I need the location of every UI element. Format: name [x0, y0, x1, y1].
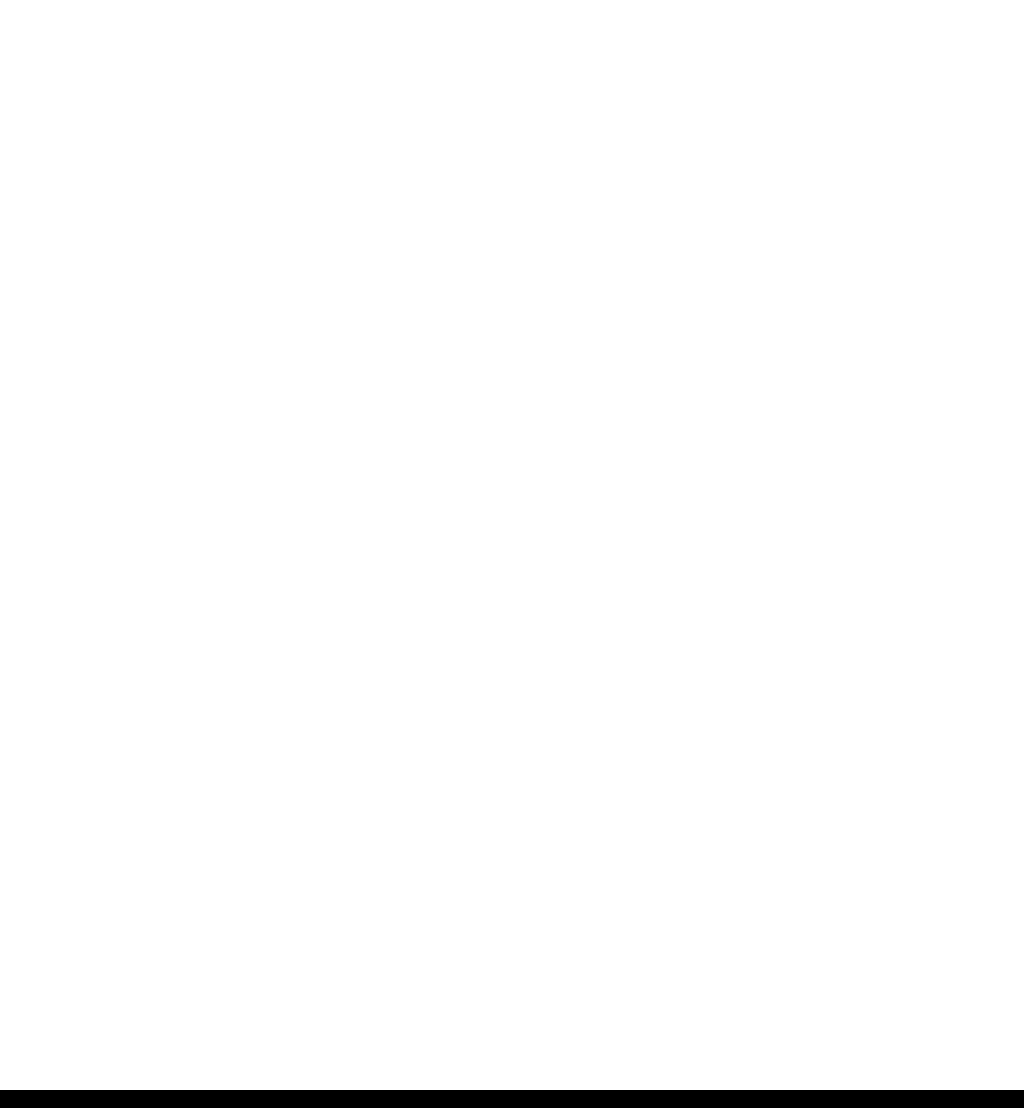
footer-bar: [0, 1090, 1024, 1108]
